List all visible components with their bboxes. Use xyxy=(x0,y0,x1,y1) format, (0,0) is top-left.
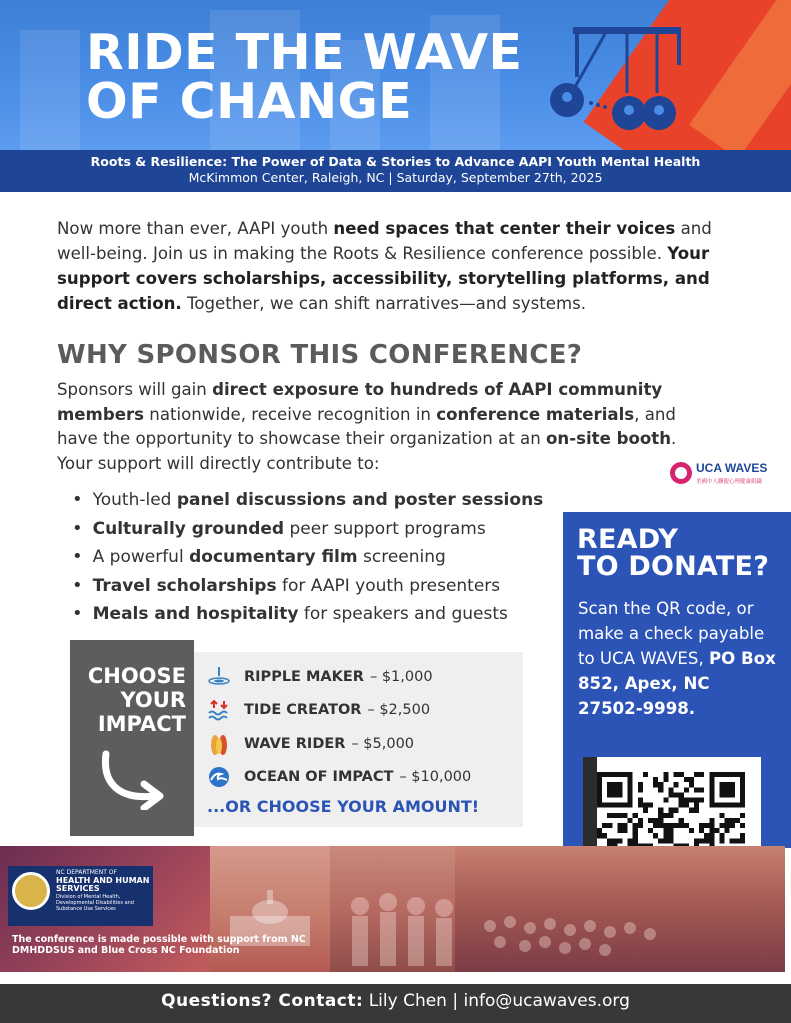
newtons-cradle-icon xyxy=(545,25,685,140)
choose-impact-box xyxy=(70,640,194,836)
nc-seal-icon xyxy=(12,872,50,910)
page-title: RIDE THE WAVE OF CHANGE xyxy=(86,24,523,130)
contribution-list xyxy=(72,486,543,629)
tier-item[interactable] xyxy=(208,761,471,795)
wave-icon xyxy=(208,766,230,788)
contribution-item: • A powerful documentary film screening xyxy=(72,543,543,572)
tier-item[interactable] xyxy=(208,694,471,728)
tier-name: OCEAN OF IMPACT xyxy=(244,769,394,786)
tier-name: TIDE CREATOR xyxy=(244,702,362,719)
intro-paragraph: Now more than ever, AAPI youth need spaces that center their voices and well-being. Join us in making the Roots & Resilience conference possible. Your support covers scholarships, accessibility, storytelling platforms, and direct action. Together, we can shift narratives—and systems. xyxy=(57,219,712,313)
contribution-item: • Travel scholarships for AAPI youth presenters xyxy=(72,572,543,601)
why-sponsor-heading: WHY SPONSOR THIS CONFERENCE? xyxy=(57,340,583,370)
tier-amount: – $5,000 xyxy=(351,735,415,752)
uca-waves-logo xyxy=(668,458,778,488)
ripple-icon xyxy=(208,666,230,688)
curved-arrow-icon xyxy=(98,750,170,810)
tier-amount: – $2,500 xyxy=(367,702,431,719)
choose-amount-link[interactable]: ...OR CHOOSE YOUR AMOUNT! xyxy=(207,797,480,816)
svg-text:美國中人聯盟心理健康組織: 美國中人聯盟心理健康組織 xyxy=(696,479,763,485)
tier-list xyxy=(208,660,471,794)
tide-icon xyxy=(208,699,230,721)
surfboard-icon xyxy=(208,733,230,755)
support-credit: The conference is made possible with support from NC DMHDDSUS and Blue Cross NC Foundation xyxy=(12,934,306,956)
contact-footer: Questions? Contact: Lily Chen | info@ucawaves.org xyxy=(0,984,791,1023)
tier-item[interactable] xyxy=(208,660,471,694)
tier-amount: – $10,000 xyxy=(399,769,472,786)
tier-item[interactable] xyxy=(208,727,471,761)
event-info-bar xyxy=(0,150,791,192)
svg-text:UCA WAVES: UCA WAVES xyxy=(696,461,768,475)
contribution-item: • Culturally grounded peer support programs xyxy=(72,515,543,544)
donate-heading: READY TO DONATE? xyxy=(577,524,770,582)
crowd-silhouette xyxy=(340,876,790,972)
event-subtitle: Roots & Resilience: The Power of Data & Stories to Advance AAPI Youth Mental Health xyxy=(90,154,701,169)
hero-banner xyxy=(0,0,791,150)
ncdhhs-logo: NC DEPARTMENT OF HEALTH AND HUMAN SERVICES Division of Mental Health, Developmental Disabilities and Substance Use Services xyxy=(8,866,153,926)
tier-name: WAVE RIDER xyxy=(244,735,346,752)
tier-amount: – $1,000 xyxy=(369,668,433,685)
tier-name: RIPPLE MAKER xyxy=(244,668,364,685)
choose-impact-heading: CHOOSE YOUR IMPACT xyxy=(87,664,186,736)
contribution-item: • Meals and hospitality for speakers and guests xyxy=(72,600,543,629)
why-sponsor-paragraph: Sponsors will gain direct exposure to hundreds of AAPI community members nationwide, receive recognition in conference materials, and have the opportunity to showcase their organization at an on-site booth. Your support will directly contribute to: xyxy=(57,380,677,473)
event-location-date: McKimmon Center, Raleigh, NC | Saturday, September 27th, 2025 xyxy=(188,170,603,185)
contact-info[interactable]: Lily Chen | info@ucawaves.org xyxy=(363,991,630,1011)
donate-instructions: Scan the QR code, or make a check payable to UCA WAVES, PO Box 852, Apex, NC 27502-9998. xyxy=(578,599,776,718)
contribution-item: • Youth-led panel discussions and poster sessions xyxy=(72,486,543,515)
